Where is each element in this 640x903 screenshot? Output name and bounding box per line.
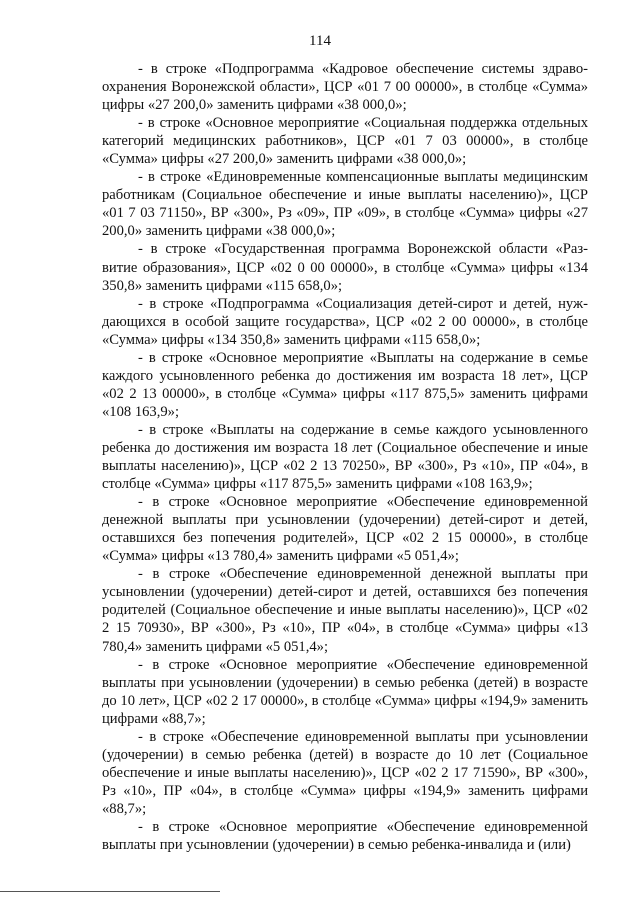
paragraph: - в строке «Обеспечение единовременной денежной выплаты при усыновлении (удочерении) детей-сирот и детей, оставшихся без попечения родителей (Социальное обеспечение и иные выплаты населению)», ЦСР «02 2 15 70930», ВР «300», Рз «10», ПР «04», в столбце «Сумма» цифры «13 780,4» заменить цифрами «5 051,4»; (102, 566, 588, 655)
page-number: 114 (309, 33, 331, 49)
paragraph: - в строке «Подпрограмма «Кадровое обеспечение системы здравоохранения Воронежской области», ЦСР «01 7 00 00000», в столбце «Сумма» цифры «27 200,0» заменить цифрами «38 000,0»; (102, 61, 588, 114)
paragraph: - в строке «Основное мероприятие «Обеспечение единовременной выплаты при усыновлении (удочерении) в семью ребенка (детей) в возрасте до 10 лет», ЦСР «02 2 17 00000», в столбце «Сумма» цифры «194,9» заменить цифрами «88,7»; (102, 656, 588, 727)
paragraph: - в строке «Подпрограмма «Социализация детей-сирот и детей, нуждающихся в особой защите государства», ЦСР «02 2 00 00000», в столбце «Сумма» цифры «134 350,8» заменить цифрами «115 658,0»; (102, 295, 588, 348)
document-body (102, 60, 588, 854)
paragraph: - в строке «Обеспечение единовременной выплаты при усыновлении (удочерении) в семью ребенка (детей) в возрасте до 10 лет (Социальное обеспечение и иные выплаты населению)», ЦСР «02 2 17 71590», ВР «300», Рз «10», ПР «04», в столбце «Сумма» цифры «194,9» заменить цифрами «88,7»; (102, 728, 588, 817)
paragraph: - в строке «Единовременные компенсационные выплаты медицинским работникам (Социальное обеспечение и иные выплаты населению)», ЦСР «01 7 03 71150», ВР «300», Рз «09», ПР «09», в столбце «Сумма» цифры «27 200,0» заменить цифрами «38 000,0»; (102, 169, 588, 240)
paragraph: - в строке «Выплаты на содержание в семье каждого усыновленного ребенка до достижения им возраста 18 лет (Социальное обеспечение и иные выплаты населению)», ЦСР «02 2 13 70250», ВР «300», Рз «10», ПР «04», в столбце «Сумма» цифры «117 875,5» заменить цифрами «108 163,9»; (102, 421, 588, 493)
paragraph: - в строке «Основное мероприятие «Социальная поддержка отдельных категорий медицинских работников», ЦСР «01 7 03 00000», в столбце «Сумма» цифры «27 200,0» заменить цифрами «38 000,0»; (102, 115, 588, 168)
paragraph: - в строке «Основное мероприятие «Обеспечение единовременной выплаты при усыновлении (удочерении) в семью ребенка-инвалида и (или) (102, 818, 588, 854)
paragraph: - в строке «Государственная программа Воронежской области «Развитие образования», ЦСР «02 0 00 00000», в столбце «Сумма» цифры «134 350,8» заменить цифрами «115 658,0»; (102, 241, 588, 294)
footnote-separator (0, 891, 220, 892)
paragraph: - в строке «Основное мероприятие «Обеспечение единовременной денежной выплаты при усыновлении (удочерении) детей-сирот и детей, оставшихся без попечения родителей», ЦСР «02 2 15 00000», в столбце «Сумма» цифры «13 780,4» заменить цифрами «5 051,4»; (102, 494, 588, 565)
paragraph: - в строке «Основное мероприятие «Выплаты на содержание в семье каждого усыновленного ребенка до достижения им возраста 18 лет», ЦСР «02 2 13 00000», в столбце «Сумма» цифры «117 875,5» заменить цифрами «108 163,9»; (102, 349, 588, 420)
